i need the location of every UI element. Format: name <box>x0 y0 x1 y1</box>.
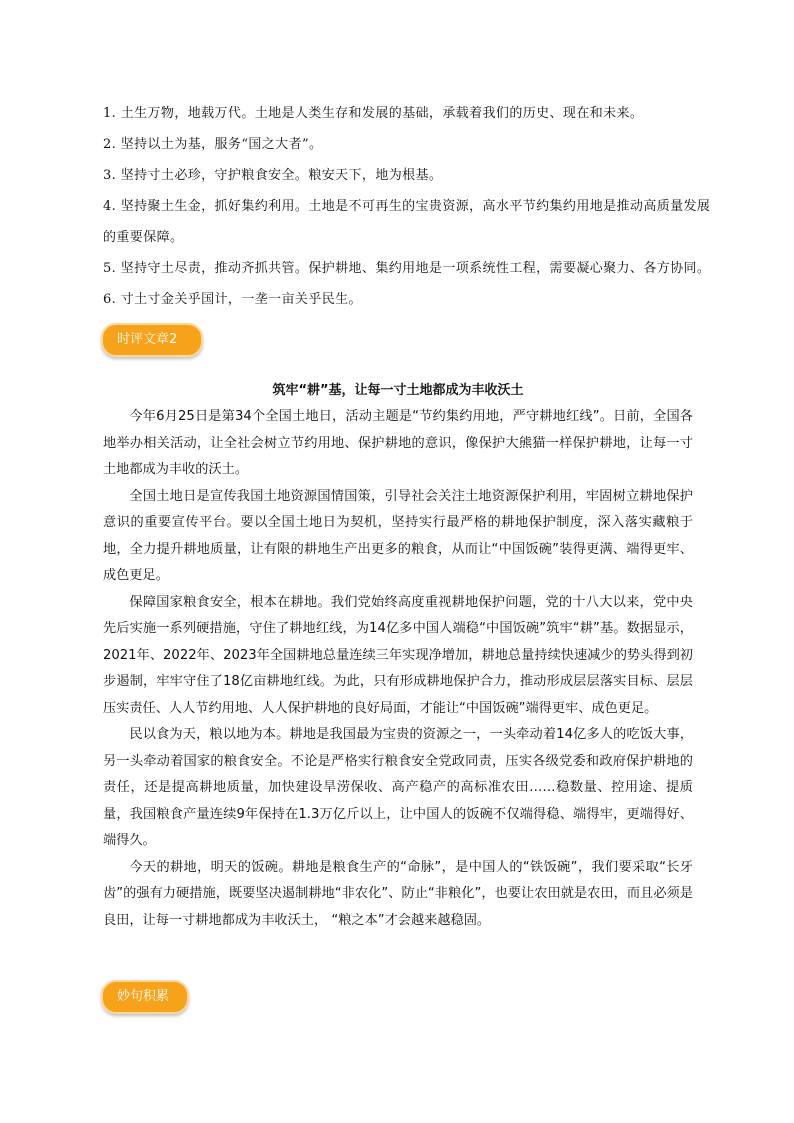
key-point: 5. 坚持守土尽责，推动齐抓共管。保护耕地、集约用地是一项系统性工程，需要凝心聚力、各方协同。 <box>103 261 711 276</box>
key-point: 1. 土生万物，地载万代。土地是人类生存和发展的基础，承载着我们的历史、现在和未来。 <box>103 106 644 121</box>
key-points-list <box>103 98 718 315</box>
article-paragraph: 民以食为天，粮以地为本。耕地是我国最为宝贵的资源之一，一头牵动着14亿多人的吃饭大事，另一头牵动着国家的粮食安全。不论是严格实行粮食安全党政同责，压实各级党委和政府保护耕地的责任，还是提高耕地质量，加快建设旱涝保收、高产稳产的高标准农田……稳数量、控用途、提质量，我国粮食产量连续9年保持在1.3万亿斤以上，让中国人的饭碗不仅端得稳、端得牢，更端得好、端得久。 <box>103 727 693 848</box>
key-point: 3. 坚持寸土必珍，守护粮食安全。粮安天下，地为根基。 <box>103 168 443 183</box>
key-point: 2. 坚持以土为基，服务“国之大者”。 <box>103 137 323 152</box>
article-paragraph: 保障国家粮食安全，根本在耕地。我们党始终高度重视耕地保护问题，党的十八大以来，党中央先后实施一系列硬措施，守住了耕地红线，为14亿多中国人端稳“中国饭碗”筑牢“耕”基。数据显示，2021年、2022年、2023年全国耕地总量连续三年实现净增加，耕地总量持续快速减少的势头得到初步遏制，牢牢守住了18亿亩耕地红线。为此，只有形成耕地保护合力，推动形成层层落实目标、层层压实责任、人人节约用地、人人保护耕地的良好局面，才能让“中国饭碗”端得更牢、成色更足。 <box>103 594 693 716</box>
section-badge-commentary: 时评文章2 <box>101 323 203 357</box>
article-paragraph: 今天的耕地，明天的饭碗。耕地是粮食生产的“命脉”，是中国人的“铁饭碗”，我们要采取“长牙齿”的强有力硬措施，既要坚决遏制耕地“非农化”、防止“非粮化”，也要让农田就是农田，而且必须是良田，让每一寸耕地都成为丰收沃土， “粮之本”才会越来越稳固。 <box>103 859 693 928</box>
article-title: 筑牢“耕”基，让每一寸土地都成为丰收沃土 <box>272 383 524 398</box>
article-paragraph: 全国土地日是宣传我国土地资源国情国策，引导社会关注土地资源保护利用，牢固树立耕地保护意识的重要宣传平台。要以全国土地日为契机，坚持实行最严格的耕地保护制度，深入落实藏粮于地，全力提升耕地质量，让有限的耕地生产出更多的粮食，从而让“中国饭碗”装得更满、端得更牢、成色更足。 <box>103 488 693 583</box>
section-badge-phrases: 妙句积累 <box>101 980 189 1014</box>
article-body <box>103 404 693 934</box>
article-paragraph: 今年6月25日是第34个全国土地日，活动主题是“节约集约用地，严守耕地红线”。日前，全国各地举办相关活动，让全社会树立节约用地、保护耕地的意识，像保护大熊猫一样保护耕地，让每一寸土地都成为丰收的沃土。 <box>103 409 693 477</box>
key-point: 4. 坚持聚土生金，抓好集约利用。土地是不可再生的宝贵资源，高水平节约集约用地是推动高质量发展的重要保障。 <box>103 199 711 245</box>
key-point: 6. 寸土寸金关乎国计，一垄一亩关乎民生。 <box>103 292 362 307</box>
